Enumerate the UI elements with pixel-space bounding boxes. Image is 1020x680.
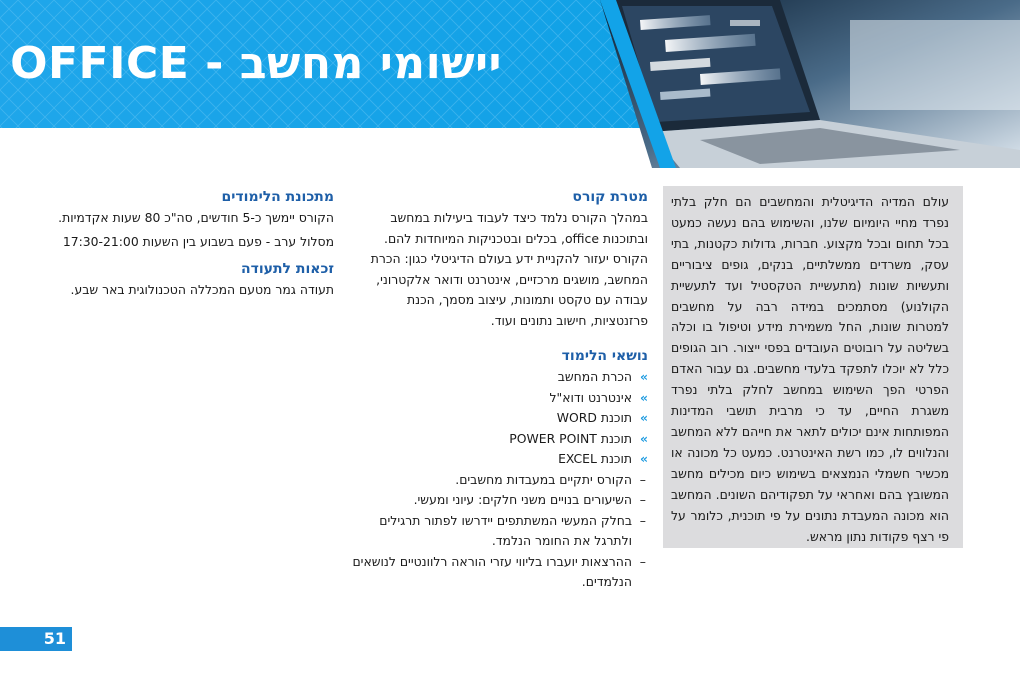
list-item: » הכרת המחשב: [352, 367, 648, 388]
program-heading: מתכונת הלימודים: [221, 189, 334, 205]
topics-heading: נושאי הלימוד: [561, 348, 648, 364]
dash-bullet-icon: –: [639, 553, 646, 569]
program-schedule: מסלול ערב - פעם בשבוע בין השעות 17:30-21:00: [62, 233, 334, 249]
course-goal-heading: מטרת קורס: [572, 189, 648, 205]
list-item: – ההרצאות יועברו בליווי עזרי הוראה רלוונטיים לנושאים הנלמדים.: [352, 553, 646, 589]
course-details-column: [352, 186, 648, 593]
certificate-text: תעודה גמר מטעם המכללה הטכנולוגית באר שבע.: [70, 282, 334, 297]
chevron-bullet-icon: »: [639, 430, 648, 446]
chevron-bullet-icon: »: [639, 410, 648, 425]
header-banner: [0, 0, 1020, 168]
page-number: 51: [43, 629, 66, 648]
program-duration: הקורס יימשך כ-5 חודשים, סה"כ 80 שעות אקדמיות.: [58, 210, 334, 225]
list-item: » תוכנת WORD: [352, 408, 648, 429]
intro-box: [663, 186, 963, 548]
page-title: יישומי מחשב - OFFICE: [10, 38, 502, 89]
list-item: » תוכנת EXCEL: [352, 449, 648, 470]
program-column: [40, 186, 334, 301]
intro-text: עולם המדיה הדיגיטלית והמחשבים הם חלק בלתי נפרד מחיי היומיום שלנו, והשימוש בהם נעשה כמעט בכל תחום ובכל מקצוע. חברות, גדולות כקטנות, בתי עסק, משרדים ממשלתיים, בנקים, גופים ציבוריים ותעשיות שונות (מתעשיית הטקסטיל ועד לתעשיית הקולנוע) מסתמכים במידה רבה על מחשבים למטרות שונות, החל משמירת מידע וטיפול בו וכלה בשליטה על רובוטים העובדים בפסי ייצור. רוב הגופים כלל לא יוכלו לתפקד בלעדי מחשבים. גם עבור האדם הפרטי הפך השימוש במחשב לחלק בלתי נפרד משגרת החיים, עד כי מרבית תושבי המדינות המפותחות אינם יכולים לתאר את חייהם ללא המחשב והנלווים לו, כמו רשת האינטרנט. כמעט כל מכונה או מכשיר חשמלי הנמצאים בשימוש כיום מכילים מחשב המשובץ בהם ואחראי על תפקודיהם השונים. המחשב הוא מכונה המעבדת נתונים על פי תוכנית, כלומר על פי רצף פקודות נתון מראש.: [671, 194, 949, 544]
chevron-bullet-icon: »: [639, 389, 648, 405]
certificate-heading: זכאות לתעודה: [241, 261, 334, 277]
course-notes-list: [352, 470, 648, 593]
page-number-tab: [0, 627, 72, 651]
topics-list: [352, 367, 648, 470]
course-goal-paragraph-1: במהלך הקורס נלמד כיצד לעבוד ביעילות במחשב ובתוכנות office, בכלים ובטכניקות המיוחדות להם.: [384, 210, 648, 246]
list-item: – בחלק המעשי המשתתפים יידרשו לפתור תרגילים ולתרגל את החומר הנלמד.: [379, 512, 646, 548]
list-item: – השיעורים בנויים משני חלקים: עיוני ומעשי.: [352, 490, 648, 511]
dash-bullet-icon: –: [639, 492, 646, 507]
list-item: » אינטרנט ודוא"ל: [352, 388, 648, 409]
list-item: – הקורס יתקיים במעבדות מחשבים.: [352, 470, 648, 491]
chevron-bullet-icon: »: [639, 369, 648, 384]
dash-bullet-icon: –: [639, 471, 646, 487]
list-item: » תוכנת POWER POINT: [352, 429, 648, 450]
chevron-bullet-icon: »: [639, 451, 648, 466]
dash-bullet-icon: –: [639, 512, 646, 528]
course-goal-paragraph-2: הקורס יעזור להקניית ידע בעולם הדיגיטלי כגון: הכרת המחשב, מושגים מרכזיים, אינטרנט ודואר אלקטרוני, עבודה עם טקסט ותמונות, עיצוב מסמך, הכנת פרזנטציות, חישוב נתונים ועוד.: [370, 251, 648, 328]
